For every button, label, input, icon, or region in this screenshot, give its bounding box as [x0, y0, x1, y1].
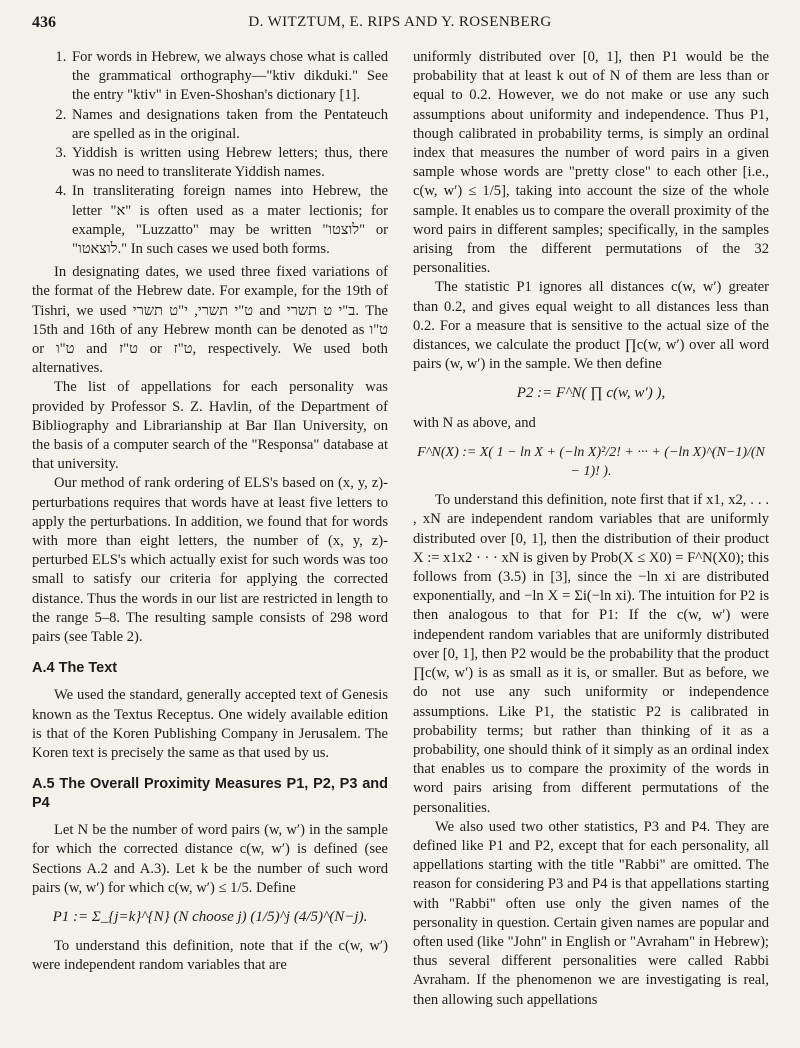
paragraph-other-statistics: We also used two other statistics, P3 and P4. They are defined like P1 and P2, except that for each personality, all appellations starting with the title "Rabbi" are omitted. The reason for considering P3 and P4 is that appellations starting with "Rabbi" often use only the given names of the personality in question. Certain given names are popular and often used (like "John" in English or "Avraham" in Hebrew); thus several different personalities were called Rabbi Avraham. If the phenomenon we are investigating is real, then allowing such appellations: [413, 818, 769, 1008]
paragraph-method: Our method of rank ordering of ELS's based on (x, y, z)-perturbations requires that words have at least five letters to apply the perturbations. In addition, we found that for words with more than eight letters, the number of (x, y, z)-perturbed ELS's which actually exist for such words was too small to satisfy our criteria for applying the corrected distance. Thus the words in our list are restricted in length to the range 5–8. The resulting sample consists of 298 word pairs (see Table 2).: [32, 475, 388, 646]
paragraph-text: We used the standard, generally accepted text of Genesis known as the Textus Receptus. One widely available edition is that of the Koren Publishing Company in Jerusalem. The Koren text is precisely the same as that used by us.: [32, 687, 388, 761]
paragraph-dates: In designating dates, we used three fixed variations of the format of the Hebrew date. For example, for the 19th of Tishri, we used ט"י תשרי, י"ט תשרי and ב"י ט תשרי. The 15th and 16th of any Hebrew month can be denoted as ט"ו or ט"ו and ט"ז or ט"ז, respectively. We used both alternatives.: [32, 264, 388, 377]
list-item: 2. Names and designations taken from the Pentateuch are spelled as in the original.: [70, 106, 388, 144]
transliteration-rules-list: [32, 48, 388, 259]
section-heading-overall-proximity: A.5 The Overall Proximity Measures P1, P2, P3 and P4: [32, 776, 388, 812]
paragraph-let-n: Let N be the number of word pairs (w, w′) in the sample for which the corrected distance c(w, w′) is defined (see Sections A.2 and A.3). Let k be the number of such word pairs (w, w′) for which c(w, w′) ≤ 1/5. Define: [32, 822, 388, 896]
paragraph-appellations: The list of appellations for each personality was provided by Professor S. Z. Havlin, of the Department of Bibliography and Librarianship at Bar Ilan University, on the basis of a computer search of the "Responsa" database at that university.: [32, 379, 388, 473]
right-column: [413, 48, 769, 1010]
paragraph-understand-p2: To understand this definition, note first that if x1, x2, . . . , xN are independent random variables that are uniformly distributed over [0, 1], then the distribution of their product X := x1x2 · · · xN is given by Prob(X ≤ X0) = F^N(X0); this follows from (3.5) in [3], since the −ln xi are distributed exponentially, and −ln X = Σi(−ln xi). The intuition for P2 is then analogous to that for P1: If the c(w, w′) were independent random variables that are uniformly distributed over [0, 1], then P2 would be the probability that the product ∏c(w, w′) is as small as it is, or smaller. But as before, we do not use any such uniformity or independence assumptions. Like P1, the statistic P2 is calibrated in probability terms; but rather than thinking of it as a probability, one should think of it simply as an ordinal index that enables us to compare the proximity of the words in word pairs arising from different permutations of the personalities.: [413, 492, 770, 816]
list-item: 1. For words in Hebrew, we always chose what is called the grammatical orthography—"ktiv dikduki." See the entry "ktiv" in Even-Shoshan's dictionary [1].: [70, 48, 388, 106]
equation-fn: F^N(X) := X( 1 − ln X + (−ln X)²/2! + ··· + (−ln X)^(N−1)/(N − 1)! ).: [417, 444, 765, 480]
paragraph-with-n: with N as above, and: [413, 414, 536, 431]
left-column: [32, 48, 388, 976]
list-item: 4. In transliterating foreign names into Hebrew, the letter "א" is often used as a mater lectionis; for example, "Luzzatto" may be written "לוצטו" or "לוצאטו." In such cases we used both forms.: [70, 182, 388, 259]
page-header: [32, 14, 768, 36]
paragraph-continued: uniformly distributed over [0, 1], then P1 would be the probability that at least k out of N of them are less than or equal to 0.2. However, we do not make or use any such assumptions about uniformity and independence. Thus P1, though calibrated in probability terms, is simply an ordinal index that measures the number of word pairs in a given sample whose words are "pretty close" to each other [i.e., c(w, w′) ≤ 1/5], taking into account the size of the whole sample. It enables us to compare the overall proximity of the word pairs in different samples; specifically, in the samples arising from the different permutations of the 32 personalities.: [413, 49, 769, 277]
page-number: 436: [32, 14, 56, 31]
equation-p1: P1 := Σ_{j=k}^{N} (N choose j) (1/5)^j (4/5)^(N−j).: [52, 908, 368, 925]
running-head: D. WITZTUM, E. RIPS AND Y. ROSENBERG: [248, 14, 552, 30]
list-item: 3. Yiddish is written using Hebrew letters; thus, there was no need to transliterate Yiddish names.: [70, 144, 388, 182]
paragraph-understand: To understand this definition, note that if the c(w, w′) were independent random variables that are: [32, 938, 388, 974]
section-heading-text: A.4 The Text: [32, 660, 118, 677]
paragraph-statistic-p1: The statistic P1 ignores all distances c(w, w′) greater than 0.2, and gives equal weight to all distances less than 0.2. For a measure that is sensitive to the actual size of the distances, we calculate the product ∏c(w, w′) over all word pairs (w, w′) in the sample. We then define: [413, 279, 769, 373]
equation-p2: P2 := F^N( ∏ c(w, w′) ),: [516, 385, 666, 402]
